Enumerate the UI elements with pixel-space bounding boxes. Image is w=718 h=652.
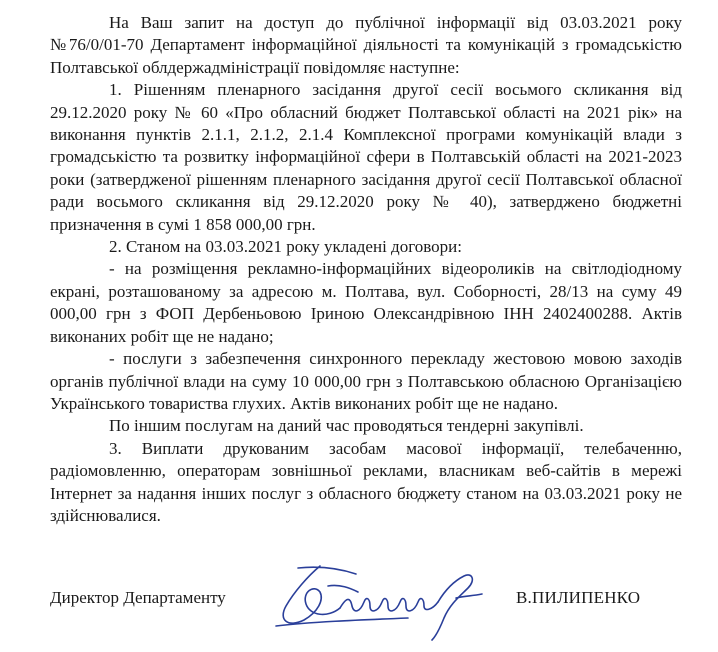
item-2b-paragraph: - послуги з забезпечення синхронного перекладу жестовою мовою заходів органів публічної влади на суму 10 000,00 грн з Полтавською обласною Організацією Українського товариства глухих. Актів виконаних робіт ще не надано. [50, 349, 682, 413]
signature-block [50, 585, 682, 645]
item-3-paragraph: 3. Виплати друкованим засобам масової інформації, телебаченню, радіомовленню, операторам зовнішньої реклами, власникам веб-сайтів в мережі Інтернет за надання інших послуг з обласного бюджету станом на 03.03.2021 року не здійснювалися. [50, 438, 682, 525]
handwritten-signature [268, 562, 518, 642]
item-1-paragraph: 1. Рішенням пленарного засідання другої сесії восьмого скликання від 29.12.2020 року № 60 «Про обласний бюджет Полтавської області на 2021 рік» на виконання пунктів 2.1.1, 2.1.2, 2.1.4 Комплексної програми комунікацій влади з громадськістю та розвитку інформаційної сфери в Полтавській області на 2021-2023 роки (затвердженої рішенням пленарного засідання другої сесії Полтавської обласної ради восьмого скликання від 29.12.2020 року № 40), затверджено бюджетні призначення в сумі 1 858 000,00 грн. [50, 80, 682, 234]
signatory-name: В.ПИЛИПЕНКО [516, 588, 641, 607]
other-services-paragraph: По іншим послугам на даний час проводяться тендерні закупівлі. [109, 416, 584, 436]
item-2-paragraph: 2. Станом на 03.03.2021 року укладені договори: [109, 237, 462, 257]
letter-body [50, 12, 682, 527]
signatory-title: Директор Департаменту [50, 588, 226, 607]
intro-paragraph: На Ваш запит на доступ до публічної інформації від 03.03.2021 року №76/0/01-70 Департамент інформаційної діяльності та комунікацій з громадськістю Полтавської облдержадміністрації повідомляє наступне: [50, 13, 682, 77]
item-2a-paragraph: - на розміщення рекламно-інформаційних відеороликів на світлодіодному екрані, розташованому за адресою м. Полтава, вул. Соборності, 28/13 на суму 49 000,00 грн з ФОП Дербеньовою Іриною Олександрівною ІНН 2402400288. Актів виконаних робіт ще не надано; [50, 259, 682, 346]
